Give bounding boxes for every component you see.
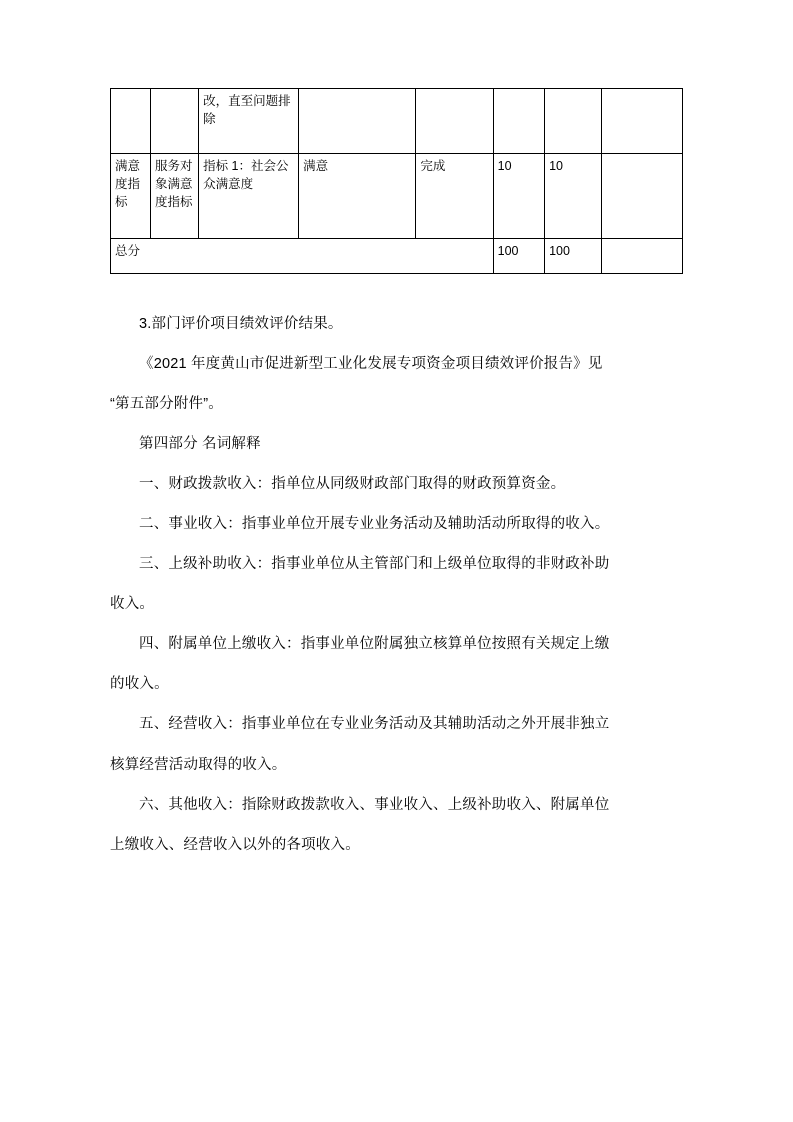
document-body [110,308,683,862]
paragraph-item-3: 3.部门评价项目绩效评价结果。 [139,316,343,332]
table-cell-subcategory: 服务对象满意度指标 [151,154,199,239]
term-item: 二、事业收入：指事业单位开展专业业务活动及辅助活动所取得的收入。 [139,516,610,533]
table-cell-empty [602,89,683,154]
section-title-part-four: 第四部分 名词解释 [139,436,261,453]
table-cell-empty [493,89,544,154]
term-item: 六、其他收入：指除财政拨款收入、事业收入、上级补助收入、附属单位 [139,796,610,813]
table-cell-remark [602,154,683,239]
term-item: 五、经营收入：指事业单位在专业业务活动及其辅助活动之外开展非独立 [139,716,610,733]
table-cell-total-score: 100 [545,239,602,274]
table-cell-indicator-name: 指标 1：社会公众满意度 [199,154,299,239]
term-item-cont: 的收入。 [110,676,169,693]
table-cell-standard: 满意 [299,154,416,239]
table-cell-empty [299,89,416,154]
table-cell-weight: 10 [493,154,544,239]
performance-score-table [110,88,683,274]
term-item: 三、上级补助收入：指事业单位从主管部门和上级单位取得的非财政补助 [139,556,610,573]
table-cell-total-label: 总分 [111,239,494,274]
term-item-cont: 核算经营活动取得的收入。 [110,756,287,773]
table-cell-empty [416,89,493,154]
table-cell-category: 满意度指标 [111,154,151,239]
table-cell-empty [111,89,151,154]
term-item-cont: 收入。 [110,596,155,613]
table-cell-empty [545,89,602,154]
table-cell-empty [151,89,199,154]
term-item-cont: 上缴收入、经营收入以外的各项收入。 [110,836,360,853]
table-row [111,154,683,239]
term-item: 四、附属单位上缴收入：指事业单位附属独立核算单位按照有关规定上缴 [139,636,610,653]
table-cell-status: 完成 [416,154,493,239]
paragraph-report-reference: 《2021 年度黄山市促进新型工业化发展专项资金项目绩效评价报告》见 [139,356,603,373]
table-cell-indicator-detail: 改，直至问题排除 [199,89,299,154]
table-cell-score: 10 [545,154,602,239]
table-row-total [111,239,683,274]
table-cell-empty [602,239,683,274]
term-item: 一、财政拨款收入：指单位从同级财政部门取得的财政预算资金。 [139,476,566,493]
paragraph-report-reference-cont: “第五部分附件”。 [110,396,223,413]
table-row [111,89,683,154]
table-cell-total-weight: 100 [493,239,544,274]
